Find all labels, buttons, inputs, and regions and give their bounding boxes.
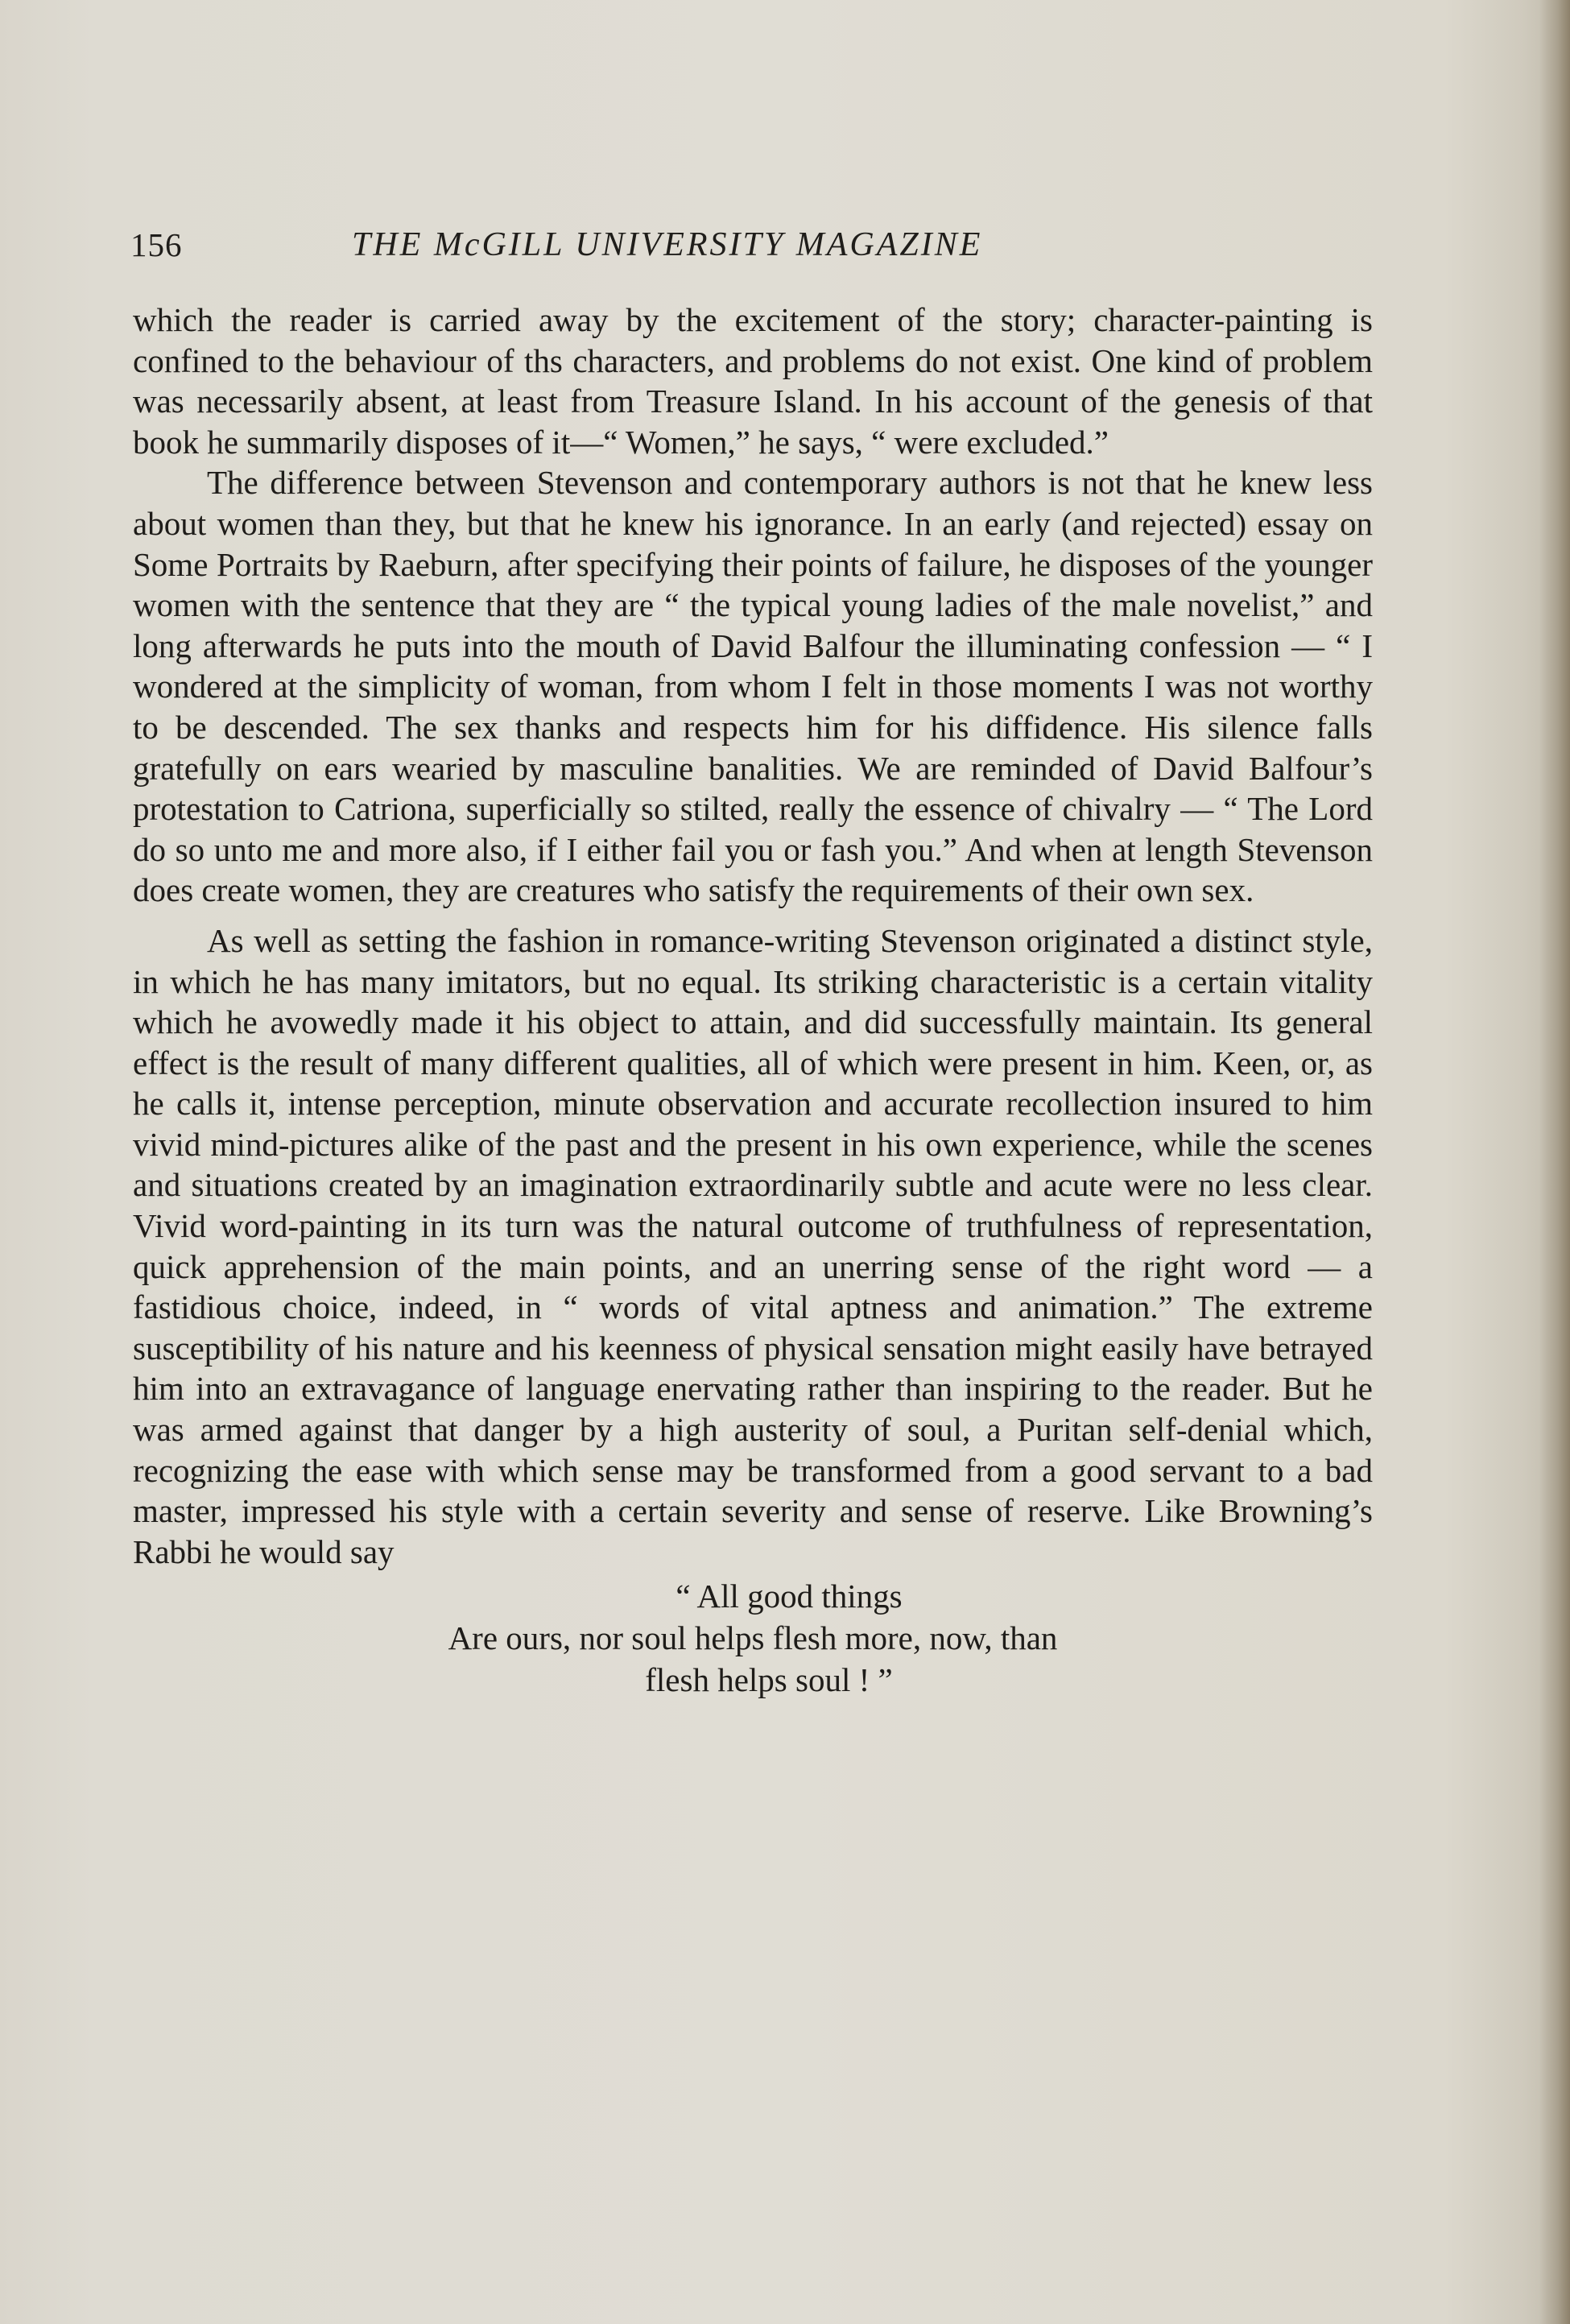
- page-header: [130, 225, 1113, 274]
- paragraph-3: As well as setting the fashion in romance-writing Stevenson originated a distinct style, in which he has many imitators, but no equal. Its striking characteristic is a certain vitality which he avowedly made it his object to attain, and did successfully maintain. Its general effect is the result of many different qualities, all of which were present in him. Keen, or, as he calls it, intense perception, minute observation and accurate recollection insured to him vivid mind-pictures alike of the past and the present in his own experience, while the scenes and situations created by an imagination extraordinarily subtle and acute were no less clear. Vivid word-painting in its turn was the natural outcome of truthfulness of representation, quick apprehension of the main points, and an unerring sense of the right word — a fastidious choice, indeed, in “ words of vital aptness and animation.” The extreme susceptibility of his nature and his keenness of physical sensation might easily have betrayed him into an extravagance of language enervating rather than inspiring to the reader. But he was armed against that danger by a high austerity of soul, a Puritan self-denial which, recognizing the ease with which sense may be transformed from a good servant to a bad master, impressed his style with a certain severity and sense of reserve. Like Browning’s Rabbi he would say: [133, 921, 1373, 1570]
- body-text: [133, 300, 1373, 1701]
- verse-quotation: [133, 1575, 1373, 1701]
- paragraph-1: which the reader is carried away by the excitement of the story; character-painting is confined to the behaviour of ths characters, and problems do not exist. One kind of problem was necessarily absent, at least from Treasure Island. In his account of the genesis of that book he summarily disposes of it—“ Women,” he says, “ were excluded.”: [133, 301, 1373, 461]
- verse-line-1: “ All good things: [676, 1578, 903, 1615]
- running-head: THE McGILL UNIVERSITY MAGAZINE: [352, 226, 983, 263]
- verse-line-2: Are ours, nor soul helps flesh more, now, than: [448, 1619, 1058, 1657]
- verse-line-3: flesh helps soul ! ”: [645, 1661, 893, 1699]
- page-edge-shadow: [1539, 0, 1570, 2324]
- paragraph-2: The difference between Stevenson and contemporary authors is not that he knew less about women than they, but that he knew his ignorance. In an early (and rejected) essay on Some Portraits by Raeburn, after specifying their points of failure, he disposes of the younger women with the sentence that they are “ the typical young ladies of the male novelist,” and long afterwards he puts into the mouth of David Balfour the illuminating confession — “ I wondered at the simplicity of woman, from whom I felt in those moments I was not worthy to be descended. The sex thanks and respects him for his diffidence. His silence falls gratefully on ears wearied by masculine banalities. We are reminded of David Balfour’s protestation to Catriona, superficially so stilted, really the essence of chivalry — “ The Lord do so unto me and more also, if I either fail you or fash you.” And when at length Stevenson does create women, they are creatures who satisfy the requirements of their own sex.: [133, 464, 1373, 909]
- page-number: 156: [130, 226, 183, 263]
